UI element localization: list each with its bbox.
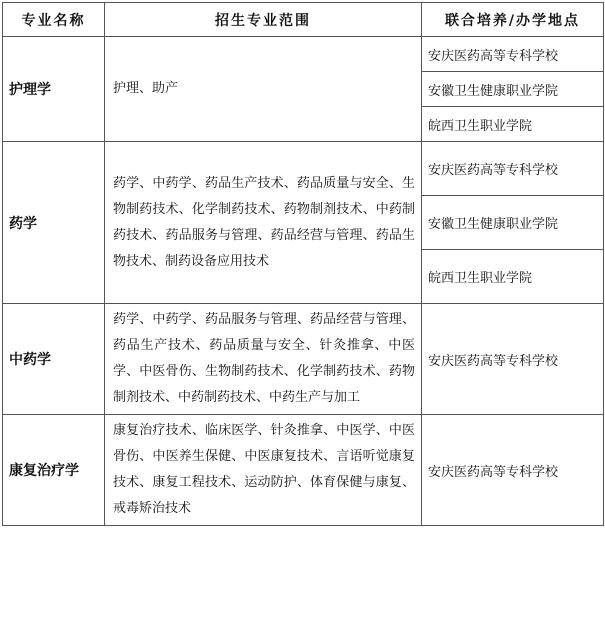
site-cell: 安徽卫生健康职业学院	[422, 196, 604, 250]
header-site: 联合培养/办学地点	[422, 3, 604, 37]
site-cell: 安庆医药高等专科学校	[422, 415, 604, 526]
major-scope: 护理、助产	[105, 37, 422, 142]
table-row	[3, 142, 604, 196]
site-cell: 安徽卫生健康职业学院	[422, 72, 604, 107]
table-row	[3, 304, 604, 415]
major-scope: 药学、中药学、药品生产技术、药品质量与安全、生物制药技术、化学制药技术、药物制剂技术、中药制药技术、药品服务与管理、药品经营与管理、药品生物技术、制药设备应用技术	[105, 142, 422, 304]
table-row	[3, 37, 604, 72]
site-cell: 安庆医药高等专科学校	[422, 37, 604, 72]
major-name: 药学	[3, 142, 105, 304]
site-cell: 安庆医药高等专科学校	[422, 304, 604, 415]
major-name: 护理学	[3, 37, 105, 142]
enrollment-table	[2, 2, 604, 526]
site-cell: 安庆医药高等专科学校	[422, 142, 604, 196]
major-name: 中药学	[3, 304, 105, 415]
table-row	[3, 415, 604, 526]
major-name: 康复治疗学	[3, 415, 105, 526]
header-scope: 招生专业范围	[105, 3, 422, 37]
site-cell: 皖西卫生职业学院	[422, 107, 604, 142]
major-scope: 康复治疗技术、临床医学、针灸推拿、中医学、中医骨伤、中医养生保健、中医康复技术、言语听觉康复技术、康复工程技术、运动防护、体育保健与康复、戒毒矫治技术	[105, 415, 422, 526]
site-cell: 皖西卫生职业学院	[422, 250, 604, 304]
header-major: 专业名称	[3, 3, 105, 37]
table-header-row	[3, 3, 604, 37]
major-scope: 药学、中药学、药品服务与管理、药品经营与管理、药品生产技术、药品质量与安全、针灸推拿、中医学、中医骨伤、生物制药技术、化学制药技术、药物制剂技术、中药制药技术、中药生产与加工	[105, 304, 422, 415]
